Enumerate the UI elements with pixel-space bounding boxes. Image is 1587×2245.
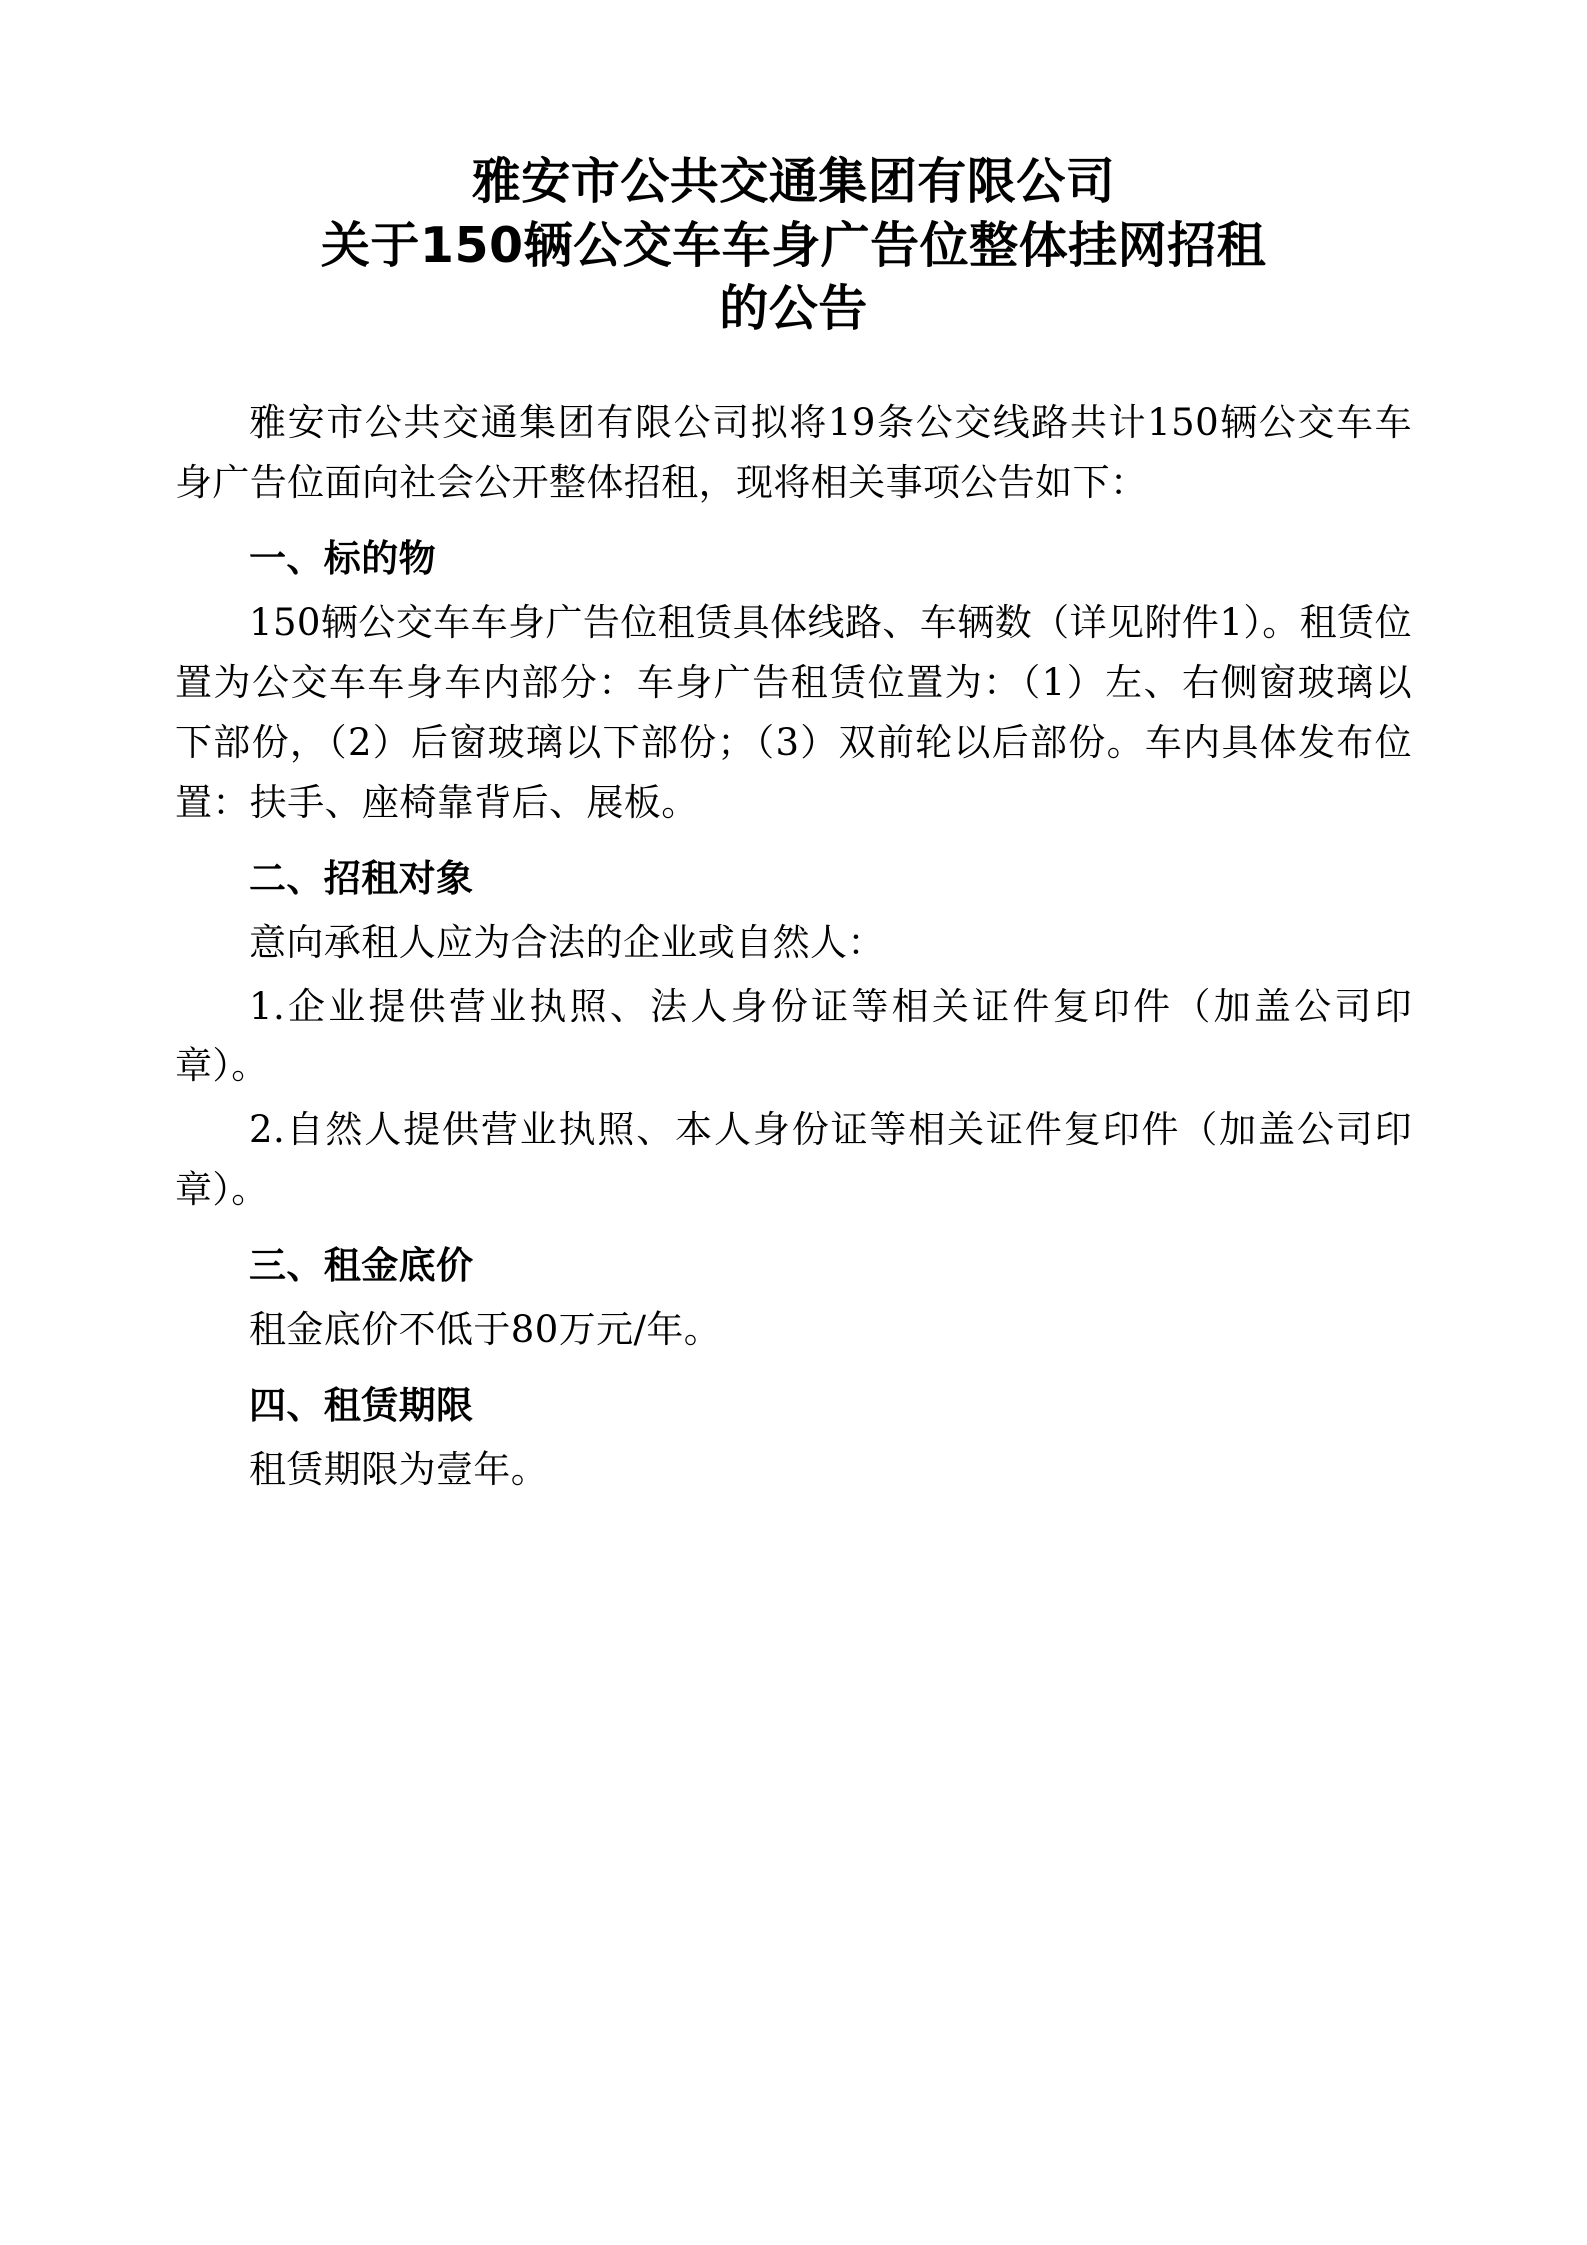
section-4-paragraph-1: 租赁期限为壹年。 [249,1448,549,1492]
section-heading-2: 二、招租对象 [249,856,474,900]
section-3-paragraph-1: 租金底价不低于80万元/年。 [249,1308,722,1352]
section-2-paragraph-2: 1.企业提供营业执照、法人身份证等相关证件复印件（加盖公司印章）。 [175,984,1412,1088]
section-2-paragraph-3: 2.自然人提供营业执照、本人身份证等相关证件复印件（加盖公司印章）。 [175,1108,1412,1212]
section-heading-1: 一、标的物 [249,536,436,580]
page-title [175,150,1412,341]
section-heading-3: 三、租金底价 [249,1244,474,1288]
section-1-paragraph-1: 150辆公交车车身广告位租赁具体线路、车辆数（详见附件1）。租赁位置为公交车车身车内部分：车身广告租赁位置为：（1）左、右侧窗玻璃以下部份，（2）后窗玻璃以下部份；（3）双前轮以后部份。车内具体发布位置：扶手、座椅靠背后、展板。 [175,600,1412,824]
page-title-line-2: 关于150辆公交车车身广告位整体挂网招租 [320,216,1267,274]
intro-paragraph: 雅安市公共交通集团有限公司拟将19条公交线路共计150辆公交车车身广告位面向社会公开整体招租，现将相关事项公告如下： [175,401,1412,504]
page-title-line-3: 的公告 [719,280,868,338]
page-title-line-1: 雅安市公共交通集团有限公司 [471,153,1116,210]
section-heading-4: 四、租赁期限 [249,1384,474,1428]
section-2-paragraph-1: 意向承租人应为合法的企业或自然人： [249,920,885,964]
